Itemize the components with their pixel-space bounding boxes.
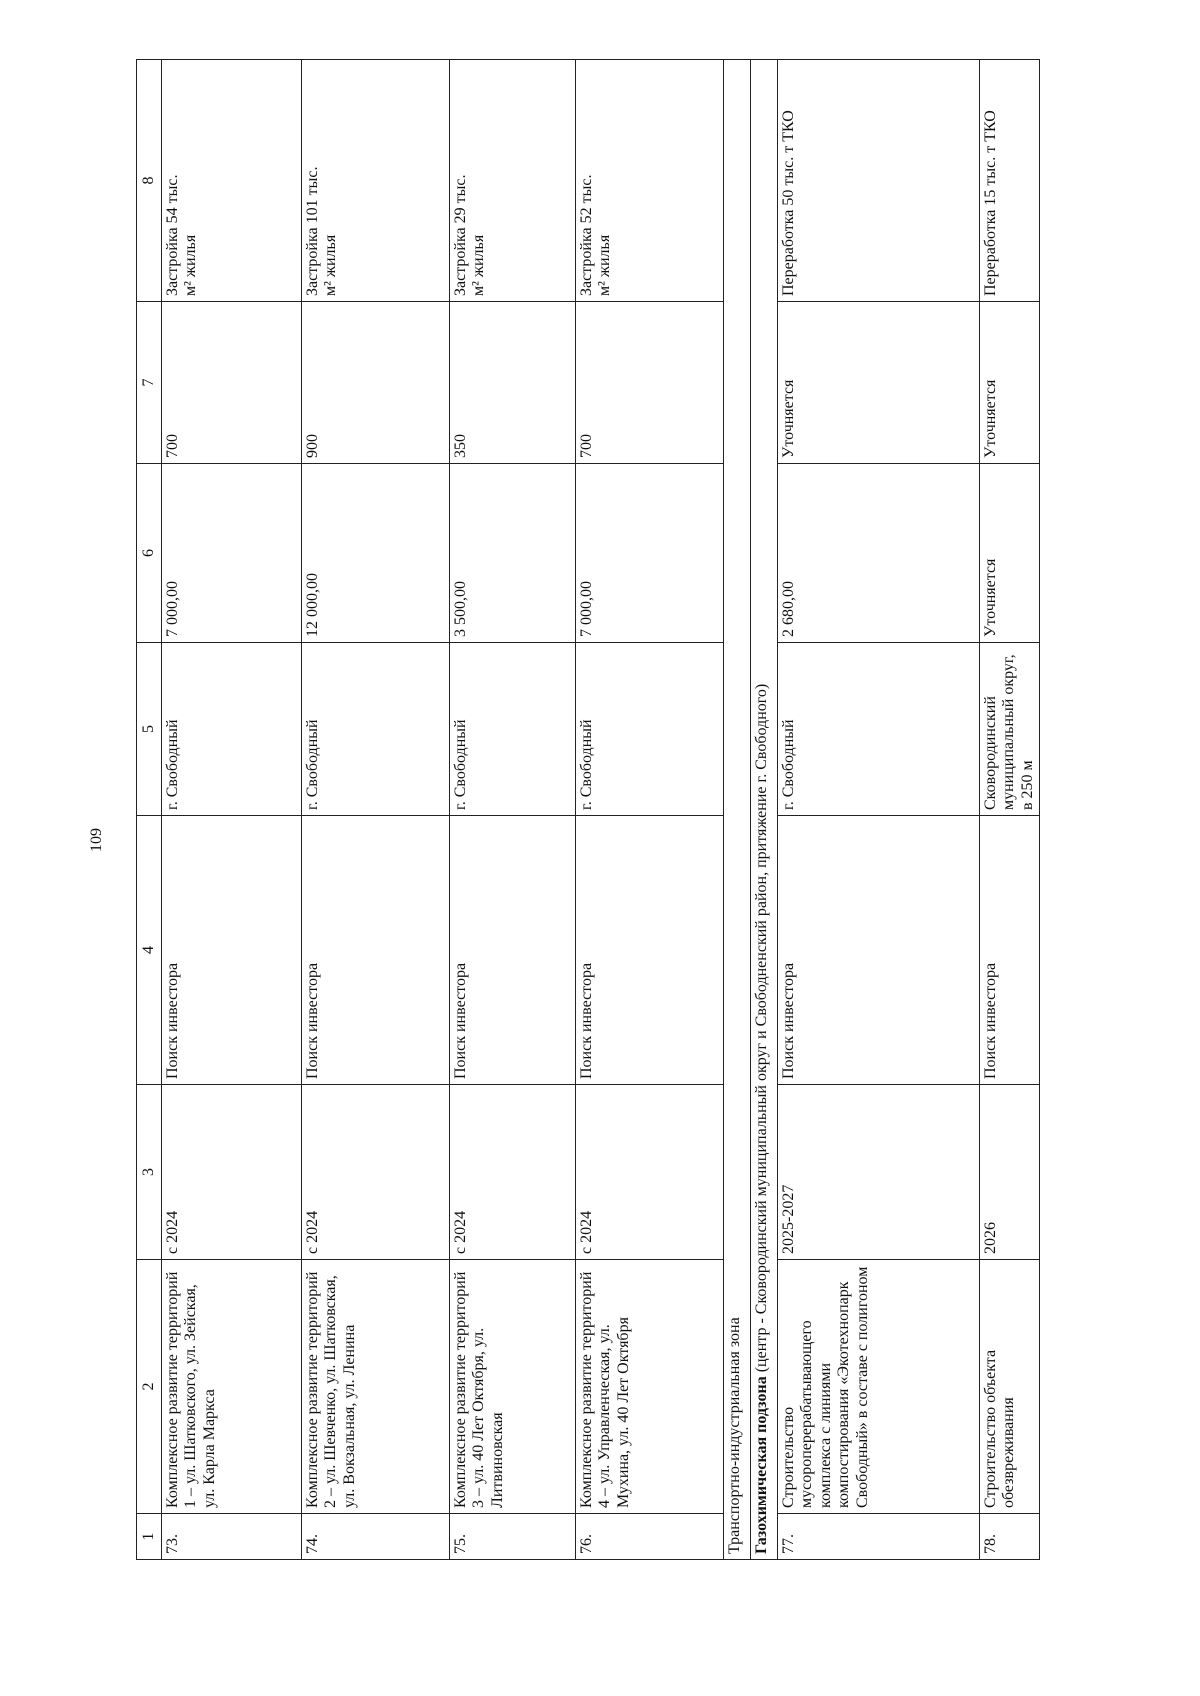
project-status: Поиск инвестора [162,816,302,1085]
project-cost: 12 000,00 [302,464,450,643]
project-location: г. Свободный [162,643,302,816]
row-number: 73. [162,1514,302,1560]
project-name: Комплексное развитие территорий 1 – ул. Шатковского, ул. Зейская, ул. Карла Маркса [162,1260,302,1514]
project-period: с 2024 [162,1085,302,1260]
project-effect [576,60,724,302]
project-effect: Переработка 15 тыс. т ТКО [980,60,1040,302]
project-status: Поиск инвестора [450,816,576,1085]
table-row [302,60,450,1560]
table-row [162,60,302,1560]
project-cost: 7 000,00 [162,464,302,643]
project-jobs: 900 [302,302,450,464]
row-number: 77. [778,1514,980,1560]
project-jobs: 350 [450,302,576,464]
project-location: г. Свободный [302,643,450,816]
project-name: Комплексное развитие территорий 4 – ул. Управленческая, ул. Мухина, ул. 40 Лет Октября [576,1260,724,1514]
effect-prefix: Застройка 52 тыс. [578,174,595,296]
project-cost: 2 680,00 [778,464,980,643]
header-col-6: 6 [137,464,162,643]
row-number: 76. [576,1514,724,1560]
header-col-1: 1 [137,1514,162,1560]
project-effect [302,60,450,302]
effect-prefix: Застройка 54 тыс. [164,174,181,296]
project-location: г. Свободный [450,643,576,816]
project-name: Строительство мусороперерабатывающего комплекса с линиями компостирования «Экотехнопарк Свободный» в составе с полигоном [778,1260,980,1514]
header-col-4: 4 [137,816,162,1085]
table-row [450,60,576,1560]
project-cost: 7 000,00 [576,464,724,643]
project-location: Сковородинский муниципальный округ, в 250 м [980,643,1040,816]
projects-table [136,59,1040,1560]
project-jobs: Уточняется [778,302,980,464]
row-number: 75. [450,1514,576,1560]
project-name: Комплексное развитие территорий 3 – ул. 40 Лет Октября, ул. Литвиновская [450,1260,576,1514]
project-status: Поиск инвестора [778,816,980,1085]
row-number: 78. [980,1514,1040,1560]
table-row [778,60,980,1560]
project-cost: 3 500,00 [450,464,576,643]
project-status: Поиск инвестора [302,816,450,1085]
effect-unit: м² жилья [470,234,488,296]
effect-unit: м² жилья [182,234,200,296]
subzone-heading [751,60,778,1560]
project-name: Комплексное развитие территорий 2 – ул. Шевченко, ул. Шатковская, ул. Вокзальная, ул. Ленина [302,1260,450,1514]
header-col-3: 3 [137,1085,162,1260]
project-status: Поиск инвестора [980,816,1040,1085]
project-cost: Уточняется [980,464,1040,643]
project-name: Строительство объекта обезвреживания [980,1260,1040,1514]
table-header-row [137,60,162,1560]
effect-unit: м² жилья [596,234,614,296]
project-status: Поиск инвестора [576,816,724,1085]
project-jobs: 700 [576,302,724,464]
subzone-title: Газохимическая подзона [753,1376,770,1554]
project-location: г. Свободный [778,643,980,816]
project-effect [450,60,576,302]
subzone-row [751,60,778,1560]
project-jobs: 700 [162,302,302,464]
project-location: г. Свободный [576,643,724,816]
section-title: Транспортно-индустриальная зона [724,60,751,1560]
subzone-description: (центр - Сковородинский муниципальный округ и Свободненский район, притяжение г. Свободного) [753,683,770,1377]
rotated-page-content [136,60,1036,1560]
section-row [724,60,751,1560]
effect-prefix: Застройка 101 тыс. [304,166,321,296]
header-col-8: 8 [137,60,162,302]
header-col-7: 7 [137,302,162,464]
project-period: 2025-2027 [778,1085,980,1260]
project-period: с 2024 [302,1085,450,1260]
project-period: с 2024 [576,1085,724,1260]
project-effect: Переработка 50 тыс. т ТКО [778,60,980,302]
table-row [576,60,724,1560]
header-col-5: 5 [137,643,162,816]
effect-unit: м² жилья [322,234,340,296]
page-number: 109 [88,828,105,852]
table-row [980,60,1040,1560]
header-col-2: 2 [137,1260,162,1514]
project-effect [162,60,302,302]
project-period: с 2024 [450,1085,576,1260]
project-jobs: Уточняется [980,302,1040,464]
row-number: 74. [302,1514,450,1560]
project-period: 2026 [980,1085,1040,1260]
effect-prefix: Застройка 29 тыс. [452,174,469,296]
